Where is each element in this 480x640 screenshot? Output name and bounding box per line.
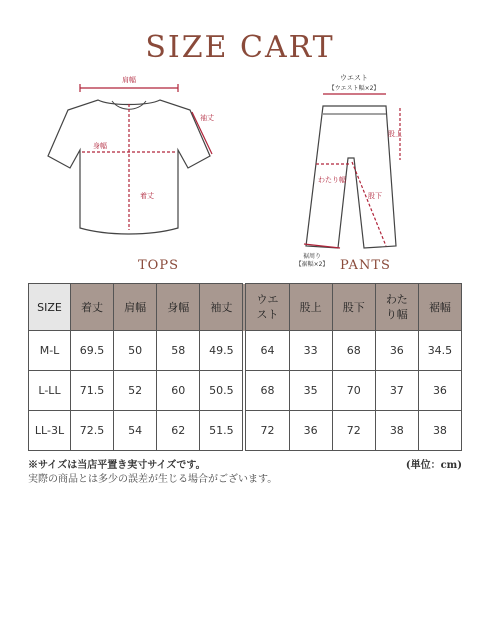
table-cell: 68 <box>332 331 375 371</box>
table-cell: 51.5 <box>200 411 243 451</box>
table-cell: 60 <box>157 371 200 411</box>
table-cell: 49.5 <box>200 331 243 371</box>
table-cell: 36 <box>289 411 332 451</box>
size-table <box>28 283 462 451</box>
table-cell: 36 <box>418 371 461 411</box>
header-cell: 袖丈 <box>200 284 243 331</box>
thigh-label: わたり幅 <box>318 176 346 184</box>
table-row <box>29 331 462 371</box>
table-cell: 36 <box>375 331 418 371</box>
waist-sub-label: 【ウエスト幅×2】 <box>328 85 380 92</box>
table-cell: 38 <box>418 411 461 451</box>
size-cell: LL-3L <box>29 411 71 451</box>
table-cell: 71.5 <box>71 371 114 411</box>
table-cell: 72 <box>246 411 289 451</box>
sleeve-label: 袖丈 <box>200 114 214 122</box>
shoulder-label: 肩幅 <box>122 76 136 84</box>
measurement-note: ※サイズは当店平置き実寸サイズです。 <box>28 460 206 471</box>
table-cell: 52 <box>114 371 157 411</box>
table-cell: 68 <box>246 371 289 411</box>
header-cell: わた り幅 <box>375 284 418 331</box>
waist-label: ウエスト <box>340 74 368 82</box>
hem-label: 裾周り <box>302 253 322 260</box>
table-cell: 54 <box>114 411 157 451</box>
page-title: SIZE CART <box>145 30 335 65</box>
table-cell: 34.5 <box>418 331 461 371</box>
header-cell: 股上 <box>289 284 332 331</box>
header-cell: 肩幅 <box>114 284 157 331</box>
disclaimer-note: 実際の商品とは多少の誤差が生じる場合がございます。 <box>28 474 278 485</box>
table-cell: 64 <box>246 331 289 371</box>
table-cell: 50 <box>114 331 157 371</box>
table-cell: 72 <box>332 411 375 451</box>
table-cell: 69.5 <box>71 331 114 371</box>
header-cell: 裾幅 <box>418 284 461 331</box>
rise-label: 股上 <box>388 130 402 138</box>
table-cell: 50.5 <box>200 371 243 411</box>
header-cell: 身幅 <box>157 284 200 331</box>
table-cell: 72.5 <box>71 411 114 451</box>
table-cell: 33 <box>289 331 332 371</box>
size-cell: L-LL <box>29 371 71 411</box>
table-header-row <box>29 284 462 331</box>
pants-caption: PANTS <box>340 258 391 273</box>
tops-caption: TOPS <box>138 258 179 273</box>
header-cell: 股下 <box>332 284 375 331</box>
unit-label: (単位：cm) <box>405 460 462 471</box>
header-cell: 着丈 <box>71 284 114 331</box>
table-cell: 62 <box>157 411 200 451</box>
length-label: 着丈 <box>140 192 154 200</box>
size-cell: M-L <box>29 331 71 371</box>
table-row <box>29 371 462 411</box>
inseam-label: 股下 <box>368 192 382 200</box>
header-cell: SIZE <box>29 284 71 331</box>
header-cell: ウエ スト <box>246 284 289 331</box>
table-cell: 58 <box>157 331 200 371</box>
hem-sub-label: 【裾幅×2】 <box>295 261 329 268</box>
table-cell: 70 <box>332 371 375 411</box>
table-row <box>29 411 462 451</box>
pants-diagram <box>268 68 418 268</box>
table-cell: 38 <box>375 411 418 451</box>
chest-label: 身幅 <box>93 142 107 150</box>
tops-diagram <box>40 68 230 248</box>
table-cell: 37 <box>375 371 418 411</box>
table-cell: 35 <box>289 371 332 411</box>
